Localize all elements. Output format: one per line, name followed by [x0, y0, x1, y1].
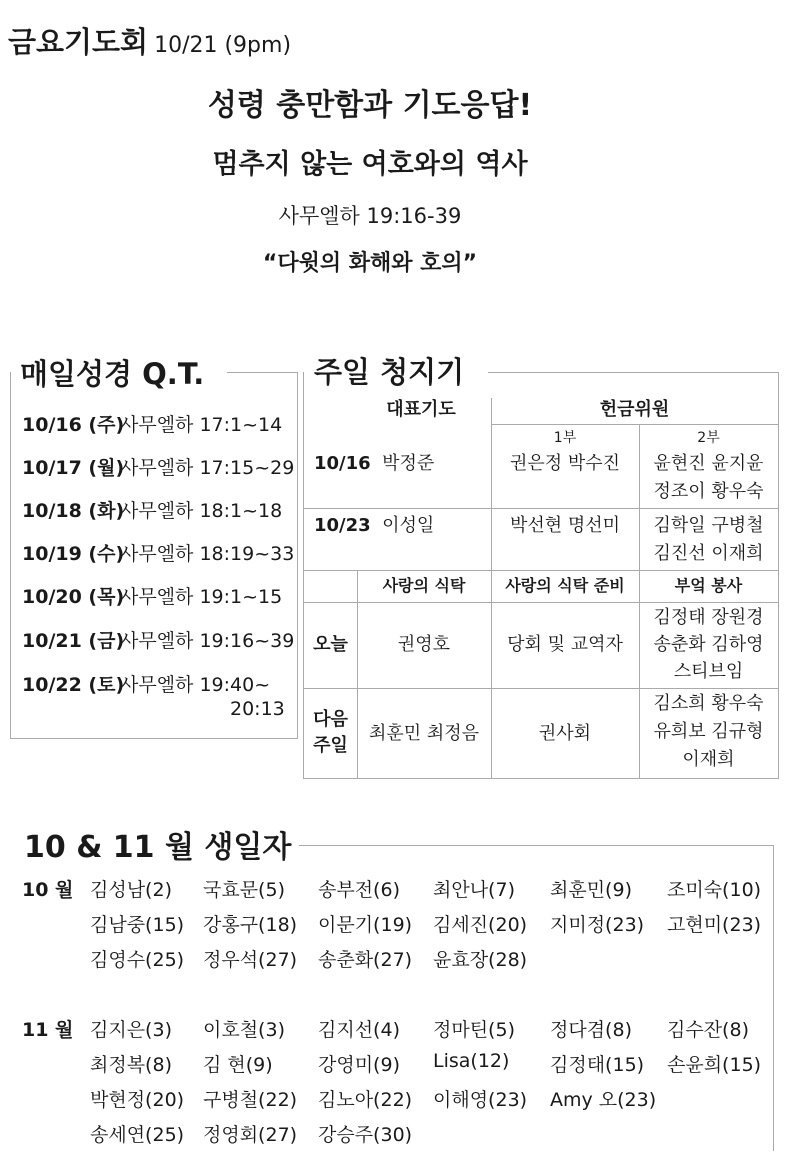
birthday-person: 손윤희(15)	[667, 1054, 762, 1076]
row-date: 10/23	[314, 515, 371, 536]
qt-title: 매일성경 Q.T.	[20, 352, 212, 393]
sermon-headline: 성령 충만함과 기도응답!	[207, 88, 533, 123]
today-table: 권영호	[397, 634, 451, 655]
row-prayer: 이성일	[382, 515, 435, 536]
birthday-person: 강승주(30)	[318, 1124, 413, 1146]
birthday-person: 송세연(25)	[90, 1124, 185, 1146]
qt-text: 사무엘하 18:19~33	[120, 543, 295, 565]
birthday-person: 김노아(22)	[318, 1089, 413, 1111]
birthday-person: 조미숙(10)	[667, 879, 762, 901]
birthday-person: 최훈민(9)	[550, 879, 632, 901]
today-kitchen-2: 송춘화 김하영	[653, 634, 764, 655]
birthday-person: Amy 오(23)	[550, 1089, 657, 1111]
qt-row	[22, 626, 294, 653]
month-label-oct: 10 월	[22, 879, 74, 901]
birthday-person: 이호철(3)	[203, 1019, 285, 1041]
next-kitchen-1: 김소희 황우숙	[653, 693, 764, 714]
birthday-person: 박현정(20)	[90, 1089, 185, 1111]
birthday-person: 정영회(27)	[203, 1124, 298, 1146]
title-text: 금요기도회	[8, 25, 149, 59]
head-part2: 2부	[697, 430, 720, 446]
qt-text: 사무엘하 17:1~14	[120, 414, 283, 436]
page-title	[8, 20, 291, 61]
qt-text: 사무엘하 19:16~39	[120, 630, 295, 652]
qt-text: 사무엘하 18:1~18	[120, 500, 283, 522]
birthday-person: 고현미(23)	[667, 914, 762, 936]
row-part2-a: 김학일 구병철	[653, 515, 764, 536]
qt-row	[22, 539, 294, 566]
qt-row	[22, 582, 282, 609]
sermon-subtitle: “다윗의 화해와 호의”	[262, 251, 478, 276]
schedule-row	[314, 512, 434, 540]
head-prayer: 대표기도	[386, 399, 456, 420]
qt-text: 사무엘하 17:15~29	[120, 457, 295, 479]
birthday-person: 국효문(5)	[203, 879, 285, 901]
birthday-title: 10 & 11 월 생일자	[24, 822, 299, 866]
qt-date: 10/18 (화)	[22, 500, 125, 522]
head-offering: 헌금위원	[599, 399, 670, 420]
birthday-person: Lisa(12)	[433, 1050, 510, 1072]
row-part2-a: 윤현진 윤지윤	[653, 453, 764, 474]
qt-row	[22, 496, 282, 523]
schedule-row	[314, 450, 434, 478]
birthday-person: 최안나(7)	[433, 879, 515, 901]
row-part1: 권은정 박수진	[509, 453, 621, 474]
next-prep: 권사회	[538, 723, 592, 744]
birthday-person: 김영수(25)	[90, 949, 185, 971]
birthday-person: 강홍구(18)	[203, 914, 298, 936]
month-label-nov: 11 월	[22, 1019, 74, 1041]
birthday-person: 이문기(19)	[318, 914, 413, 936]
qt-date: 10/22 (토)	[22, 674, 125, 696]
head-love-table: 사랑의 식탁	[382, 576, 466, 595]
birthday-person: 송부전(6)	[318, 879, 400, 901]
next-table: 최훈민 최정음	[368, 723, 480, 744]
today-kitchen-3: 스티브임	[673, 661, 744, 682]
next-label-1: 다음	[313, 709, 348, 730]
birthday-person: 김수잔(8)	[667, 1019, 749, 1041]
qt-row	[22, 410, 282, 437]
birthday-person: 정다겸(8)	[550, 1019, 632, 1041]
qt-date: 10/19 (수)	[22, 543, 125, 565]
birthday-person: 지미정(23)	[550, 914, 645, 936]
next-kitchen-3: 이재희	[682, 749, 735, 770]
birthday-person: 김 현(9)	[203, 1054, 273, 1076]
sunday-title: 주일 청지기	[314, 355, 465, 389]
qt-date: 10/16 (주)	[22, 414, 125, 436]
birthday-person: 송춘화(27)	[318, 949, 413, 971]
qt-row	[22, 670, 270, 697]
sermon-subheadline: 멈추지 않는 여호와의 역사	[212, 149, 528, 180]
birthday-person: 김남중(15)	[90, 914, 185, 936]
birthday-person: 윤효장(28)	[433, 949, 528, 971]
today-prep: 당회 및 교역자	[507, 634, 623, 655]
sermon-passage: 사무엘하 19:16-39	[278, 204, 462, 228]
row-prayer: 박정준	[382, 453, 435, 474]
today-label: 오늘	[313, 634, 348, 655]
birthday-person: 김지은(3)	[90, 1019, 172, 1041]
head-part1: 1부	[553, 430, 577, 446]
birthday-person: 강영미(9)	[318, 1054, 400, 1076]
qt-date: 10/17 (월)	[22, 457, 125, 479]
birthday-person: 이해영(23)	[433, 1089, 528, 1111]
row-part2-b: 정조이 황우숙	[653, 481, 764, 502]
row-part2-b: 김진선 이재희	[653, 543, 764, 564]
service-date: 10/21 (9pm)	[154, 33, 292, 58]
head-kitchen: 부엌 봉사	[674, 576, 743, 595]
qt-continuation: 20:13	[230, 698, 285, 720]
birthday-person: 김성남(2)	[90, 879, 172, 901]
birthday-person: 정우석(27)	[203, 949, 298, 971]
birthday-person: 정마틴(5)	[433, 1019, 515, 1041]
qt-text: 사무엘하 19:1~15	[120, 586, 283, 608]
next-label-2: 주일	[313, 735, 348, 756]
today-kitchen-1: 김정태 장원경	[653, 607, 764, 628]
qt-date: 10/20 (목)	[22, 586, 125, 608]
next-kitchen-2: 유희보 김규형	[653, 721, 764, 742]
row-part1: 박선현 명선미	[509, 515, 621, 536]
birthday-person: 김지선(4)	[318, 1019, 400, 1041]
qt-row	[22, 453, 294, 480]
birthday-person: 김세진(20)	[433, 914, 528, 936]
sunday-table	[303, 372, 779, 779]
qt-date: 10/21 (금)	[22, 630, 125, 652]
head-love-table-prep: 사랑의 식탁 준비	[505, 576, 625, 595]
birthday-person: 구병철(22)	[203, 1089, 298, 1111]
row-date: 10/16	[314, 453, 371, 474]
birthday-person: 김정태(15)	[550, 1054, 645, 1076]
birthday-person: 최정복(8)	[90, 1054, 172, 1076]
qt-text: 사무엘하 19:40~	[120, 674, 271, 696]
